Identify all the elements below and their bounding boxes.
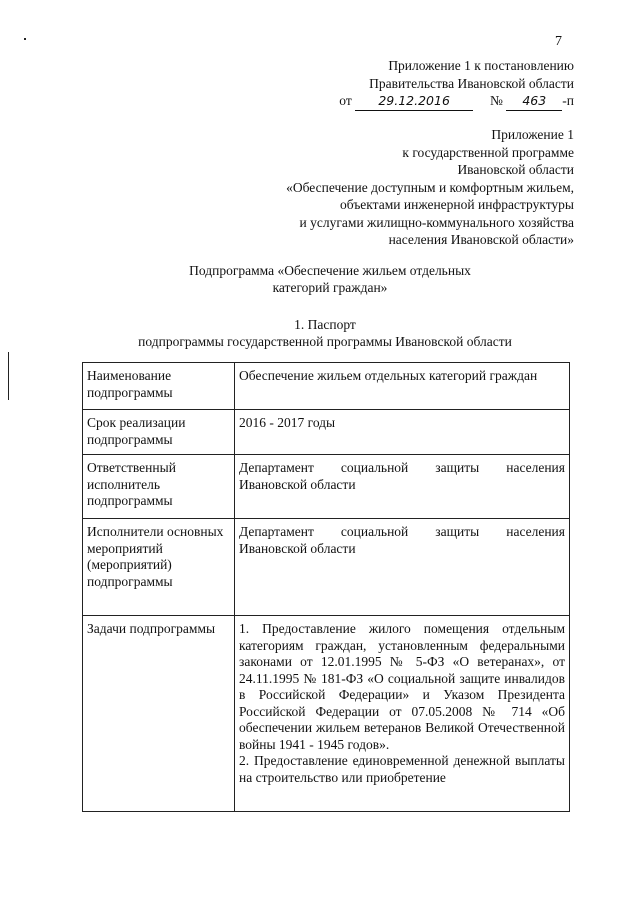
passport-heading-line: 1. Паспорт xyxy=(294,317,356,332)
table-row xyxy=(83,519,570,616)
subprogram-title-line: Подпрограмма «Обеспечение жильем отдельных xyxy=(189,263,471,278)
program-annex-line: объектами инженерной инфраструктуры xyxy=(340,197,574,212)
program-annex-line: к государственной программе xyxy=(402,144,574,160)
program-annex-line: Приложение 1 xyxy=(491,127,574,142)
subprogram-title xyxy=(110,262,550,296)
resolution-date: 29.12.2016 xyxy=(355,92,473,111)
passport-heading xyxy=(60,316,590,350)
table-row xyxy=(83,616,570,812)
from-label: от xyxy=(339,93,352,108)
task-item: 1. Предоставление жилого помещения отдельным категориям граждан, установленным федеральными законами от 12.01.1995 № 5-ФЗ «О ветеранах», от 24.11.1995 № 181-ФЗ «О социальной защите инвалидов в Российской Федерации» и Указом Президента Российской Федерации от 07.05.2008 № 714 «Об обеспечении жильем ветеранов Великой Отечественной войны 1941 - 1945 годов». xyxy=(239,621,565,752)
resolution-annex-block xyxy=(234,57,574,111)
resolution-date-line xyxy=(234,92,574,111)
table-row xyxy=(83,363,570,410)
program-annex-line: Ивановской области xyxy=(457,162,574,177)
passport-heading-line: подпрограммы государственной программы Ивановской области xyxy=(138,334,512,349)
scan-dot xyxy=(24,38,26,40)
annex-line-2: Правительства Ивановской области xyxy=(369,75,574,91)
program-annex-line: населения Ивановской области» xyxy=(388,232,574,247)
subprogram-title-line: категорий граждан» xyxy=(272,280,388,295)
margin-mark xyxy=(8,352,9,400)
task-item: 2. Предоставление единовременной денежной выплаты на строительство или приобретение xyxy=(239,753,565,785)
row-label: Задачи подпрограммы xyxy=(83,616,235,812)
program-annex-line: и услугами жилищно-коммунального хозяйства xyxy=(299,214,574,230)
program-annex-line: «Обеспечение доступным и комфортным жильем, xyxy=(286,179,574,195)
row-value xyxy=(235,616,570,812)
row-label: Исполнители основных мероприятий (мероприятий) подпрограммы xyxy=(83,519,235,616)
row-value: Обеспечение жильем отдельных категорий граждан xyxy=(235,363,570,410)
table-row xyxy=(83,455,570,519)
resolution-number: 463 xyxy=(506,92,562,111)
row-value: Департамент социальной защиты населения Ивановской области xyxy=(235,455,570,519)
row-label: Срок реализации подпрограммы xyxy=(83,410,235,455)
annex-line-1: Приложение 1 к постановлению xyxy=(388,58,574,73)
passport-table xyxy=(82,362,570,812)
table-row xyxy=(83,410,570,455)
number-suffix: -п xyxy=(562,93,574,108)
row-label: Наименование подпрограммы xyxy=(83,363,235,410)
page-number: 7 xyxy=(555,34,562,49)
number-label: № xyxy=(490,93,503,108)
row-value: 2016 - 2017 годы xyxy=(235,410,570,455)
row-label: Ответственный исполнитель подпрограммы xyxy=(83,455,235,519)
row-value: Департамент социальной защиты населения Ивановской области xyxy=(235,519,570,616)
program-annex-block xyxy=(174,126,574,249)
